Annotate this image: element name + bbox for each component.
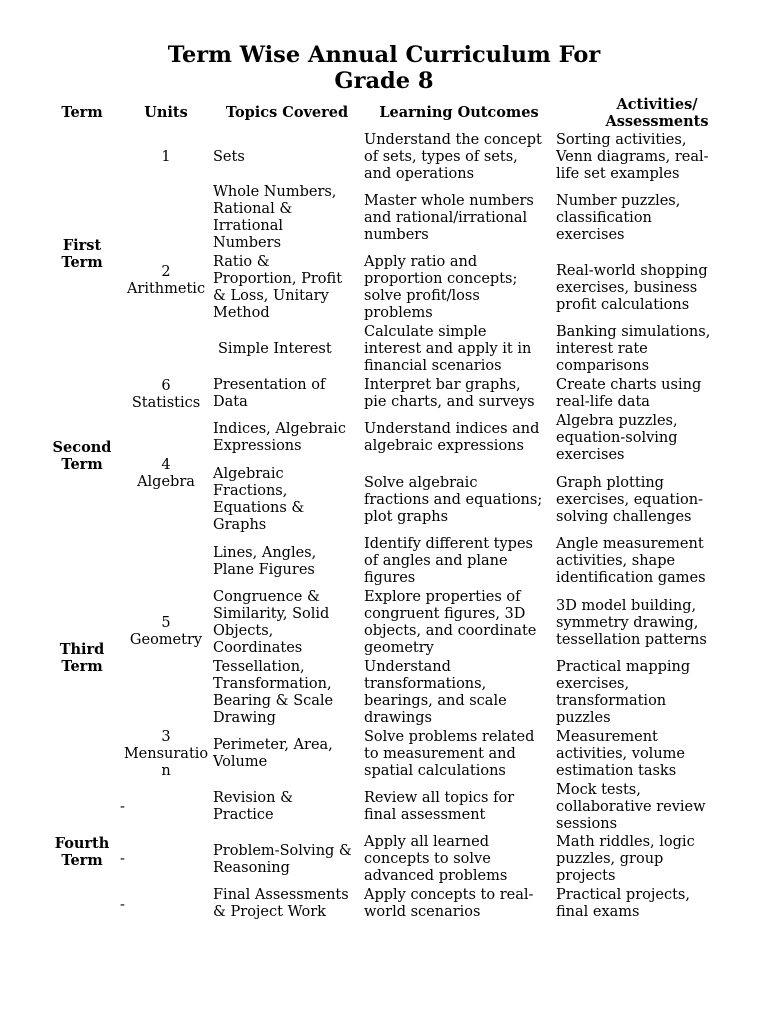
activity-cell xyxy=(556,834,761,885)
outcome-cell xyxy=(364,132,556,183)
outcome-line: transformations, xyxy=(364,676,487,692)
topic-line: Ratio & xyxy=(213,254,270,270)
outcome-line: fractions and equations; xyxy=(364,492,543,508)
outcome-line: drawings xyxy=(364,710,432,726)
unit-line: 1 xyxy=(161,149,171,165)
topic-line: & Project Work xyxy=(213,904,326,920)
topic-line: Indices, Algebraic xyxy=(213,421,346,437)
topic-cell xyxy=(213,589,363,657)
unit-line: n xyxy=(161,763,171,779)
activity-line: Sorting activities, xyxy=(556,132,687,148)
activity-cell xyxy=(556,887,761,921)
term-second xyxy=(42,439,122,473)
activity-cell xyxy=(556,729,761,780)
outcome-line: and operations xyxy=(364,166,475,182)
outcome-line: Apply all learned xyxy=(364,834,489,850)
activity-line: projects xyxy=(556,868,616,884)
activity-line: sessions xyxy=(556,816,618,832)
activity-line: Measurement xyxy=(556,729,658,745)
header-activities-line-1: Activities/ xyxy=(616,96,698,113)
topic-line: Simple Interest xyxy=(218,341,332,357)
activity-line: life set examples xyxy=(556,166,680,182)
outcome-line: world scenarios xyxy=(364,904,481,920)
outcome-line: Solve algebraic xyxy=(364,475,478,491)
header-activities xyxy=(556,96,758,130)
topic-line: Method xyxy=(213,305,270,321)
topic-cell xyxy=(213,659,363,727)
activity-line: tessellation patterns xyxy=(556,632,707,648)
topic-cell xyxy=(213,421,363,455)
unit-dash: - xyxy=(120,799,125,815)
outcome-line: of angles and plane xyxy=(364,553,508,569)
topic-cell xyxy=(213,254,363,322)
unit-algebra xyxy=(122,457,210,491)
activity-line: classification xyxy=(556,210,652,226)
term-fourth xyxy=(42,835,122,869)
activity-cell xyxy=(556,263,761,314)
term-first xyxy=(42,237,122,271)
topic-line: Algebraic xyxy=(213,466,284,482)
header-activities-line-2: Assessments xyxy=(605,113,709,130)
topic-line: Rational & xyxy=(213,201,293,217)
outcome-line: objects, and coordinate xyxy=(364,623,537,639)
topic-line: & Loss, Unitary xyxy=(213,288,329,304)
term-line: Fourth xyxy=(54,835,110,852)
activity-cell xyxy=(556,377,761,411)
outcome-line: Interpret bar graphs, xyxy=(364,377,521,393)
outcome-line: figures xyxy=(364,570,416,586)
outcome-line: advanced problems xyxy=(364,868,508,884)
topic-line: Congruence & xyxy=(213,589,320,605)
activity-cell xyxy=(556,659,761,727)
topic-line: Drawing xyxy=(213,710,276,726)
outcome-line: concepts to solve xyxy=(364,851,491,867)
term-line: Second xyxy=(52,439,112,456)
unit-mensuration xyxy=(120,729,212,780)
header-term: Term xyxy=(61,104,103,121)
activity-line: real-life data xyxy=(556,394,650,410)
activity-line: activities, volume xyxy=(556,746,685,762)
activity-cell xyxy=(556,132,761,183)
activity-line: identification games xyxy=(556,570,706,586)
topic-cell xyxy=(213,843,363,877)
unit-sets xyxy=(122,149,210,166)
outcome-line: bearings, and scale xyxy=(364,693,507,709)
page-title xyxy=(0,42,768,94)
activity-line: profit calculations xyxy=(556,297,690,313)
outcome-cell xyxy=(364,324,556,375)
unit-line: Geometry xyxy=(129,632,203,648)
header-units: Units xyxy=(144,104,188,121)
activity-line: 3D model building, xyxy=(556,598,697,614)
activity-line: puzzles xyxy=(556,710,611,726)
activity-line: transformation xyxy=(556,693,667,709)
topic-line: Presentation of xyxy=(213,377,326,393)
topic-cell xyxy=(213,466,363,534)
topic-line: Practice xyxy=(213,807,274,823)
outcome-line: Solve problems related xyxy=(364,729,535,745)
outcome-line: of sets, types of sets, xyxy=(364,149,518,165)
topic-cell xyxy=(213,737,363,771)
header-topics: Topics Covered xyxy=(225,104,349,121)
activity-line: symmetry drawing, xyxy=(556,615,699,631)
unit-line: Mensuratio xyxy=(123,746,209,762)
outcome-cell xyxy=(364,659,556,727)
outcome-line: congruent figures, 3D xyxy=(364,606,526,622)
topic-line: Final Assessments xyxy=(213,887,349,903)
topic-line: Graphs xyxy=(213,517,267,533)
activity-line: collaborative review xyxy=(556,799,706,815)
activity-line: exercises, xyxy=(556,676,630,692)
term-line: First xyxy=(62,237,102,254)
topic-line: Volume xyxy=(213,754,268,770)
activity-line: equation-solving xyxy=(556,430,678,446)
topic-line: Whole Numbers, xyxy=(213,184,337,200)
outcome-cell xyxy=(364,193,556,244)
unit-geometry xyxy=(122,615,210,649)
activity-line: Real-world shopping xyxy=(556,263,708,279)
topic-line: Bearing & Scale xyxy=(213,693,334,709)
term-line: Term xyxy=(61,658,103,675)
outcome-line: proportion concepts; xyxy=(364,271,518,287)
activity-line: Banking simulations, xyxy=(556,324,711,340)
outcome-line: to measurement and xyxy=(364,746,516,762)
outcome-line: Apply ratio and xyxy=(364,254,478,270)
topic-cell xyxy=(213,887,363,921)
term-line: Third xyxy=(59,641,105,658)
activity-cell xyxy=(556,782,761,833)
outcome-cell xyxy=(364,834,556,885)
unit-arithmetic xyxy=(122,264,210,298)
term-line: Term xyxy=(61,852,103,869)
activity-line: Venn diagrams, real- xyxy=(556,149,709,165)
topic-cell xyxy=(213,790,363,824)
outcome-cell xyxy=(364,589,556,657)
topic-line: Lines, Angles, xyxy=(213,545,317,561)
unit-dash: - xyxy=(120,851,125,867)
topic-cell xyxy=(218,341,368,358)
activity-cell xyxy=(556,598,761,649)
outcome-line: final assessment xyxy=(364,807,486,823)
unit-statistics xyxy=(122,378,210,412)
activity-line: exercises, business xyxy=(556,280,698,296)
title-line-1: Term Wise Annual Curriculum For xyxy=(167,42,601,68)
topic-line: Irrational xyxy=(213,218,284,234)
topic-line: Coordinates xyxy=(213,640,303,656)
activity-line: puzzles, group xyxy=(556,851,664,867)
topic-line: Similarity, Solid xyxy=(213,606,330,622)
activity-line: Graph plotting xyxy=(556,475,664,491)
topic-line: Problem-Solving & xyxy=(213,843,352,859)
activity-line: activities, shape xyxy=(556,553,676,569)
topic-cell xyxy=(213,149,363,166)
title-line-2: Grade 8 xyxy=(334,68,434,94)
term-line: Term xyxy=(61,254,103,271)
topic-line: Reasoning xyxy=(213,860,290,876)
outcome-line: and rational/irrational xyxy=(364,210,528,226)
activity-cell xyxy=(556,475,761,526)
topic-line: Objects, xyxy=(213,623,274,639)
activity-line: Angle measurement xyxy=(556,536,704,552)
outcome-cell xyxy=(364,536,556,587)
unit-line: Arithmetic xyxy=(126,281,206,297)
topic-cell xyxy=(213,377,363,411)
activity-line: estimation tasks xyxy=(556,763,677,779)
term-line: Term xyxy=(61,456,103,473)
outcome-cell xyxy=(364,421,556,455)
activity-line: solving challenges xyxy=(556,509,692,525)
topic-line: Fractions, xyxy=(213,483,288,499)
topic-line: Transformation, xyxy=(213,676,332,692)
outcome-line: pie charts, and surveys xyxy=(364,394,535,410)
activity-line: interest rate xyxy=(556,341,648,357)
topic-line: Data xyxy=(213,394,248,410)
outcome-line: Understand the concept xyxy=(364,132,542,148)
outcome-line: Apply concepts to real- xyxy=(364,887,534,903)
unit-line: 6 xyxy=(161,378,171,394)
activity-cell xyxy=(556,193,761,244)
activity-line: Mock tests, xyxy=(556,782,641,798)
outcome-line: Identify different types xyxy=(364,536,533,552)
activity-cell xyxy=(556,536,761,587)
activity-line: final exams xyxy=(556,904,640,920)
activity-line: Number puzzles, xyxy=(556,193,681,209)
unit-line: 2 xyxy=(161,264,171,280)
outcome-line: Review all topics for xyxy=(364,790,515,806)
outcome-line: financial scenarios xyxy=(364,358,502,374)
activity-line: comparisons xyxy=(556,358,650,374)
outcome-cell xyxy=(364,887,556,921)
activity-line: exercises, equation- xyxy=(556,492,703,508)
outcome-line: plot graphs xyxy=(364,509,449,525)
topic-line: Plane Figures xyxy=(213,562,315,578)
topic-line: Expressions xyxy=(213,438,302,454)
outcome-cell xyxy=(364,377,556,411)
topic-line: Numbers xyxy=(213,235,282,251)
unit-line: Statistics xyxy=(131,395,201,411)
topic-line: Perimeter, Area, xyxy=(213,737,333,753)
activity-line: Create charts using xyxy=(556,377,702,393)
outcome-line: Explore properties of xyxy=(364,589,521,605)
topic-cell xyxy=(213,184,363,252)
topic-line: Proportion, Profit xyxy=(213,271,343,287)
topic-line: Tessellation, xyxy=(213,659,305,675)
activity-line: exercises xyxy=(556,447,625,463)
outcome-line: Calculate simple xyxy=(364,324,487,340)
outcome-line: Understand xyxy=(364,659,451,675)
outcome-line: geometry xyxy=(364,640,434,656)
outcome-line: interest and apply it in xyxy=(364,341,532,357)
topic-cell xyxy=(213,545,363,579)
term-third xyxy=(42,641,122,675)
activity-line: Practical mapping xyxy=(556,659,691,675)
topic-line: Revision & xyxy=(213,790,293,806)
topic-line: Equations & xyxy=(213,500,305,516)
outcome-line: numbers xyxy=(364,227,429,243)
activity-line: Practical projects, xyxy=(556,887,690,903)
activity-cell xyxy=(556,413,761,464)
outcome-cell xyxy=(364,729,556,780)
activity-line: Algebra puzzles, xyxy=(556,413,678,429)
unit-line: 4 xyxy=(161,457,171,473)
activity-line: Math riddles, logic xyxy=(556,834,695,850)
outcome-line: Understand indices and xyxy=(364,421,540,437)
unit-dash: - xyxy=(120,897,125,913)
outcome-line: solve profit/loss xyxy=(364,288,480,304)
topic-line: Sets xyxy=(213,149,245,165)
outcome-line: algebraic expressions xyxy=(364,438,524,454)
outcome-line: spatial calculations xyxy=(364,763,506,779)
outcome-line: problems xyxy=(364,305,433,321)
outcome-cell xyxy=(364,254,556,322)
header-outcomes: Learning Outcomes xyxy=(379,104,539,121)
unit-line: Algebra xyxy=(137,474,195,490)
unit-line: 5 xyxy=(161,615,171,631)
outcome-line: Master whole numbers xyxy=(364,193,534,209)
outcome-cell xyxy=(364,790,556,824)
unit-line: 3 xyxy=(161,729,171,745)
outcome-cell xyxy=(364,475,556,526)
activity-line: exercises xyxy=(556,227,625,243)
activity-cell xyxy=(556,324,761,375)
